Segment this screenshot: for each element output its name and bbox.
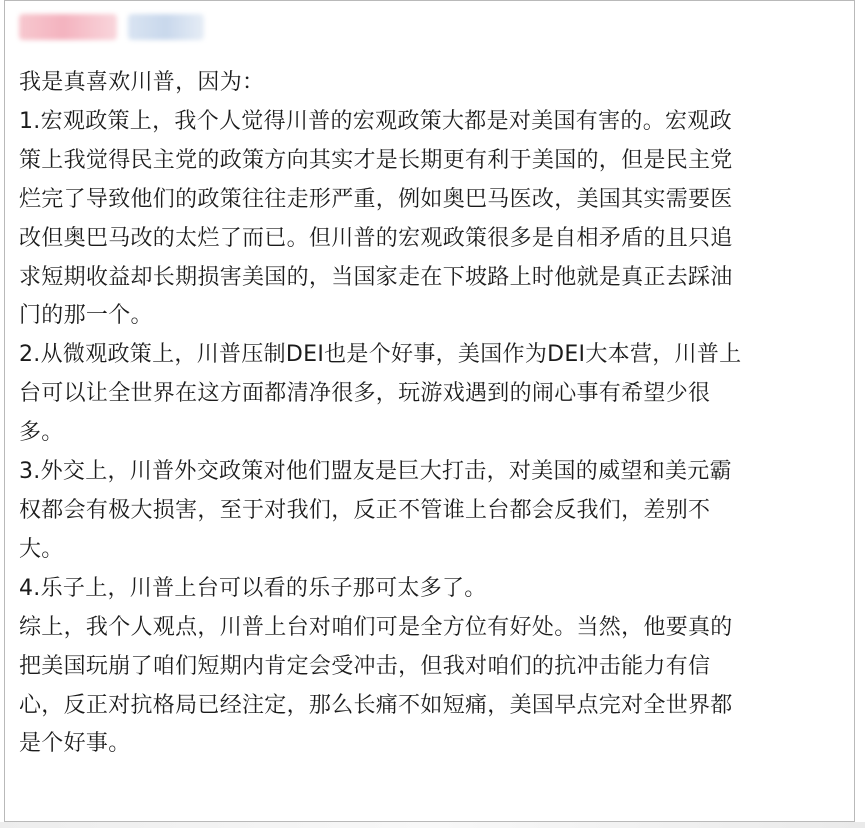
post-line: 1.宏观政策上，我个人觉得川普的宏观政策大都是对美国有害的。宏观政 (19, 108, 732, 134)
post-line: 多。 (19, 420, 64, 446)
post-line: 烂完了导致他们的政策往往走形严重，例如奥巴马医改，美国其实需要医 (19, 186, 733, 212)
post-line: 门的那一个。 (19, 303, 153, 329)
bottom-edge (0, 822, 865, 828)
post-line: 改但奥巴马改的太烂了而已。但川普的宏观政策很多是自相矛盾的且只追 (19, 225, 733, 251)
blurred-username (19, 14, 117, 40)
post-line: 综上，我个人观点，川普上台对咱们可是全方位有好处。当然，他要真的 (19, 614, 733, 640)
post-line: 2.从微观政策上，川普压制DEI也是个好事，美国作为DEI大本营，川普上 (19, 342, 742, 368)
post-body (19, 64, 849, 764)
post-card (4, 0, 855, 822)
blurred-user-tag (128, 14, 204, 40)
post-line: 大。 (19, 536, 64, 562)
post-line: 权都会有极大损害，至于对我们，反正不管谁上台都会反我们，差别不 (19, 497, 711, 523)
post-line: 我是真喜欢川普，因为： (19, 70, 265, 95)
post-line: 4.乐子上，川普上台可以看的乐子那可太多了。 (19, 575, 487, 601)
post-line: 把美国玩崩了咱们短期内肯定会受冲击，但我对咱们的抗冲击能力有信 (19, 653, 711, 679)
post-line: 求短期收益却长期损害美国的，当国家走在下坡路上时他就是真正去踩油 (19, 264, 733, 290)
post-line: 台可以让全世界在这方面都清净很多，玩游戏遇到的闹心事有希望少很 (19, 381, 711, 407)
post-line: 心，反正对抗格局已经注定，那么长痛不如短痛，美国早点完对全世界都 (19, 692, 733, 718)
post-line: 是个好事。 (19, 731, 131, 757)
post-line: 3.外交上，川普外交政策对他们盟友是巨大打击，对美国的威望和美元霸 (19, 459, 732, 485)
post-line: 策上我觉得民主党的政策方向其实才是长期更有利于美国的，但是民主党 (19, 147, 733, 173)
